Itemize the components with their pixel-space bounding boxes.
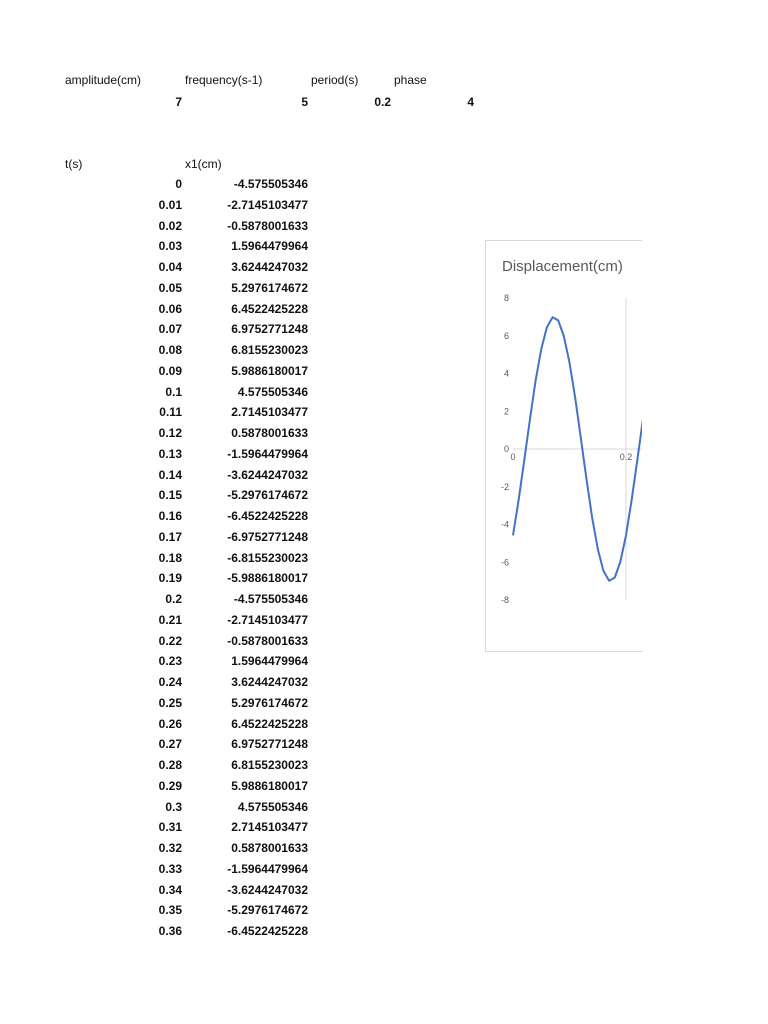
time-cell: 0.15 — [158, 488, 182, 503]
x1-cell: -1.5964479964 — [227, 446, 308, 461]
time-cell: 0.1 — [165, 384, 182, 399]
x1-cell: 2.7145103477 — [231, 405, 308, 420]
y-tick-label: 6 — [503, 330, 509, 341]
x1-cell: 3.6244247032 — [231, 260, 308, 274]
time-cell: 0.19 — [158, 571, 182, 586]
time-cell: 0.13 — [158, 446, 182, 461]
x1-cell: 5.2976174672 — [231, 280, 308, 295]
time-cell: 0.2 — [165, 592, 182, 606]
x-tick-label: 0 — [510, 452, 516, 462]
x1-cell: 5.9886180017 — [231, 363, 308, 378]
x1-cell: -0.5878001633 — [227, 633, 308, 648]
chart-title: Displacement(cm) — [502, 258, 623, 275]
time-cell: 0.27 — [158, 737, 182, 752]
x1-cell: 3.6244247032 — [231, 675, 308, 689]
time-cell: 0.14 — [158, 467, 182, 482]
time-cell: 0.26 — [158, 716, 182, 731]
time-cell: 0.18 — [158, 550, 182, 565]
y-tick-label: 0 — [503, 444, 509, 454]
time-cell: 0.23 — [158, 654, 182, 669]
x1-cell: -6.8155230023 — [227, 550, 308, 565]
time-cell: 0.29 — [158, 778, 182, 793]
x1-cell: -5.2976174672 — [227, 488, 308, 503]
x1-cell: 0.5878001633 — [231, 841, 308, 855]
x1-cell: 6.9752771248 — [231, 737, 308, 752]
y-tick-label: 2 — [503, 406, 509, 417]
x1-cell: -2.7145103477 — [227, 197, 308, 212]
x1-cell: 1.5964479964 — [231, 654, 308, 669]
x1-cell: 0.5878001633 — [231, 426, 308, 440]
y-tick-label: -4 — [500, 519, 509, 530]
time-cell: 0.34 — [158, 882, 182, 897]
x1-cell: 4.575505346 — [237, 384, 308, 399]
x1-cell: -5.2976174672 — [227, 903, 308, 918]
x1-cell: 6.4522425228 — [231, 301, 308, 316]
x1-cell: -6.4522425228 — [227, 509, 308, 523]
time-cell: 0 — [175, 177, 182, 191]
time-cell: 0.33 — [158, 861, 182, 876]
time-cell: 0.03 — [158, 239, 182, 254]
time-cell: 0.08 — [158, 343, 182, 357]
time-cell: 0.05 — [158, 280, 182, 295]
time-cell: 0.21 — [158, 612, 182, 627]
time-cell: 0.31 — [158, 820, 182, 835]
x1-cell: -2.7145103477 — [227, 612, 308, 627]
time-cell: 0.16 — [158, 509, 182, 523]
x1-cell: -3.6244247032 — [227, 882, 308, 897]
x1-column-header: x1(cm) — [185, 157, 222, 171]
x1-cell: -5.9886180017 — [227, 571, 308, 586]
amplitude-value: 7 — [175, 95, 182, 109]
x1-cell: 6.8155230023 — [231, 343, 308, 357]
x1-cell: 6.9752771248 — [231, 322, 308, 337]
time-cell: 0.24 — [158, 675, 182, 689]
time-cell: 0.3 — [165, 799, 182, 814]
x1-cell: 6.8155230023 — [231, 758, 308, 772]
frequency-value: 5 — [301, 95, 308, 109]
x1-cell: -4.575505346 — [233, 592, 308, 606]
time-cell: 0.35 — [158, 903, 182, 918]
time-cell: 0.22 — [158, 633, 182, 648]
y-tick-label: -2 — [500, 481, 509, 492]
x1-cell: -6.9752771248 — [227, 529, 308, 544]
x1-cell: 5.2976174672 — [231, 695, 308, 710]
time-cell: 0.12 — [158, 426, 182, 440]
time-cell: 0.07 — [158, 322, 182, 337]
chart-plot-area — [486, 241, 642, 651]
x1-cell: -1.5964479964 — [227, 861, 308, 876]
y-tick-label: 8 — [503, 293, 509, 303]
period-value: 0.2 — [374, 95, 391, 109]
y-tick-label: 4 — [503, 368, 509, 379]
time-column-header: t(s) — [65, 157, 83, 171]
amplitude-header: amplitude(cm) — [65, 73, 142, 87]
time-cell: 0.32 — [158, 841, 182, 855]
time-cell: 0.28 — [158, 758, 182, 772]
displacement-chart[interactable] — [485, 240, 642, 652]
phase-header: phase — [394, 73, 427, 87]
time-cell: 0.25 — [158, 695, 182, 710]
x1-cell: 1.5964479964 — [231, 239, 308, 254]
x1-cell: -0.5878001633 — [227, 218, 308, 233]
time-cell: 0.02 — [158, 218, 182, 233]
x1-cell: -3.6244247032 — [227, 467, 308, 482]
time-cell: 0.36 — [158, 924, 182, 938]
x1-cell: 2.7145103477 — [231, 820, 308, 835]
time-cell: 0.09 — [158, 363, 182, 378]
time-cell: 0.01 — [158, 197, 182, 212]
time-cell: 0.04 — [158, 260, 182, 274]
x1-cell: 6.4522425228 — [231, 716, 308, 731]
x1-cell: -4.575505346 — [233, 177, 308, 191]
phase-value: 4 — [467, 95, 474, 109]
x1-cell: 5.9886180017 — [231, 778, 308, 793]
period-header: period(s) — [311, 73, 359, 87]
x-tick-label: 0.2 — [619, 452, 633, 462]
y-tick-label: -6 — [500, 557, 509, 568]
time-cell: 0.17 — [158, 529, 182, 544]
x1-cell: 4.575505346 — [237, 799, 308, 814]
time-cell: 0.11 — [159, 405, 182, 420]
x1-cell: -6.4522425228 — [227, 924, 308, 938]
time-cell: 0.06 — [158, 301, 182, 316]
y-tick-label: -8 — [500, 595, 509, 605]
frequency-header: frequency(s-1) — [185, 73, 263, 87]
